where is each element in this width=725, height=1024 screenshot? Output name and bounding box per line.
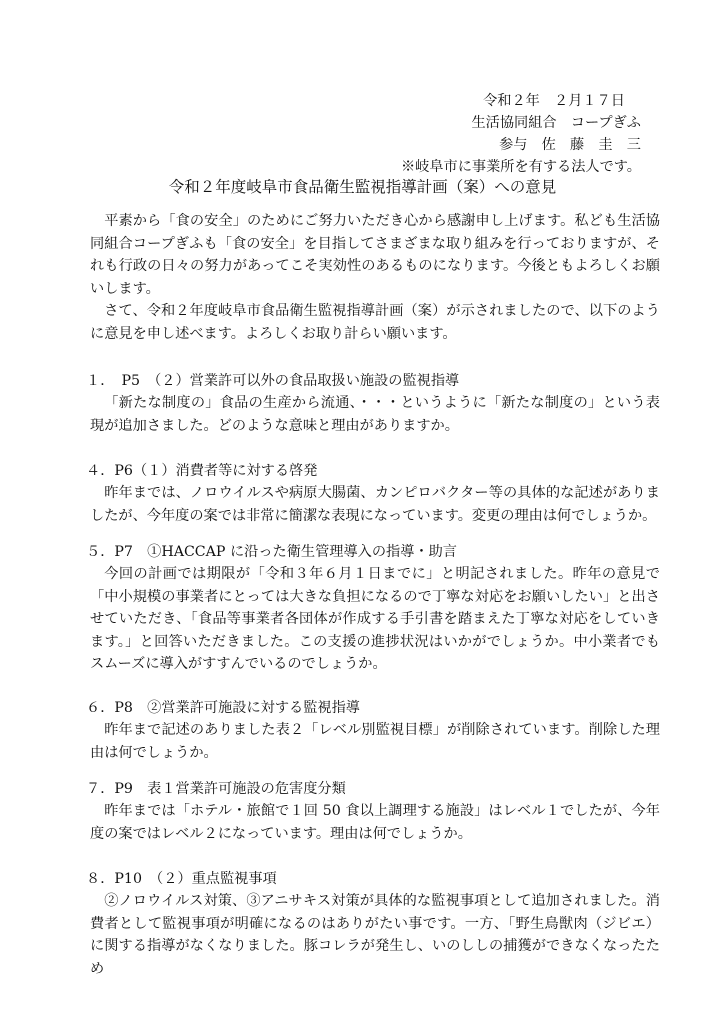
header-organization: 生活協同組合 コープぎふ bbox=[471, 115, 641, 131]
section-heading-7: ７．P9 表１営業許可施設の危害度分類 bbox=[86, 781, 346, 797]
header-author: 参与 佐 藤 圭 三 bbox=[499, 137, 641, 153]
document-title: 令和２年度岐阜市食品衛生監視指導計画（案）への意見 bbox=[168, 178, 557, 196]
section-body-8: ②ノロウイルス対策、③アニサキス対策が具体的な監視事項として追加されました。消費者として監視事項が明確になるのはありがたい事です。一方、「野生鳥獣肉（ジビエ）に関する指導がなくなりました。豚コレラが発生し、いのししの捕獲ができなくなったため bbox=[90, 893, 660, 977]
header-note: ※岐阜市に事業所を有する法人です。 bbox=[400, 159, 641, 175]
section-body-7: 昨年までは「ホテル・旅館で１回 50 食以上調理する施設」はレベル１でしたが、今年度の案ではレベル２になっています。理由は何でしょうか。 bbox=[90, 803, 660, 842]
section-heading-8: ８．P10 （２）重点監視事項 bbox=[86, 871, 277, 887]
section-heading-1: １． P5 （２）営業許可以外の食品取扱い施設の監視指導 bbox=[86, 373, 460, 389]
header-date: 令和２年 ２月１７日 bbox=[483, 93, 625, 109]
intro-paragraph-2: さて、令和２年度岐阜市食品衛生監視指導計画（案）が示されましたので、以下のように意見を申し述べます。よろしくお取り計らい願います。 bbox=[90, 303, 660, 342]
section-body-1: 「新たな制度の」食品の生産から流通、・・・というように「新たな制度の」という表現が追加さました。どのような意味と理由がありますか。 bbox=[90, 395, 660, 434]
section-body-4: 昨年までは、ノロウイルスや病原大腸菌、カンピロバクター等の具体的な記述がありましたが、今年度の案では非常に簡潔な表現になっています。変更の理由は何でしょうか。 bbox=[90, 485, 660, 524]
section-heading-6: ６．P8 ②営業許可施設に対する監視指導 bbox=[86, 700, 360, 716]
section-body-6: 昨年まで記述のありました表２「レベル別監視目標」が削除されています。削除した理由は何でしょうか。 bbox=[90, 722, 660, 761]
section-heading-5: ５．P7 ①HACCAP に沿った衛生管理導入の指導・助言 bbox=[86, 544, 457, 560]
section-body-5: 今回の計画では期限が「令和３年６月１日までに」と明記されました。昨年の意見で「中小規模の事業者にとっては大きな負担になるので丁寧な対応をお願いしたい」と出させていただき、「食品等事業者各団体が作成する手引書を踏まえた丁寧な対応をしていきます。」と回答いただきました。この支援の進捗状況はいかがでしょうか。中小業者でもスムーズに導入がすすんでいるのでしょうか。 bbox=[90, 566, 660, 673]
section-heading-4: ４．P6（１）消費者等に対する啓発 bbox=[86, 463, 318, 479]
intro-paragraph-1: 平素から「食の安全」のためにご努力いただき心から感謝申し上げます。私ども生活協同組合コープぎふも「食の安全」を目指してさまざまな取り組みを行っておりますが、それも行政の日々の努力があってこそ実効性のあるものになります。今後ともよろしくお願いします。 bbox=[90, 213, 660, 297]
